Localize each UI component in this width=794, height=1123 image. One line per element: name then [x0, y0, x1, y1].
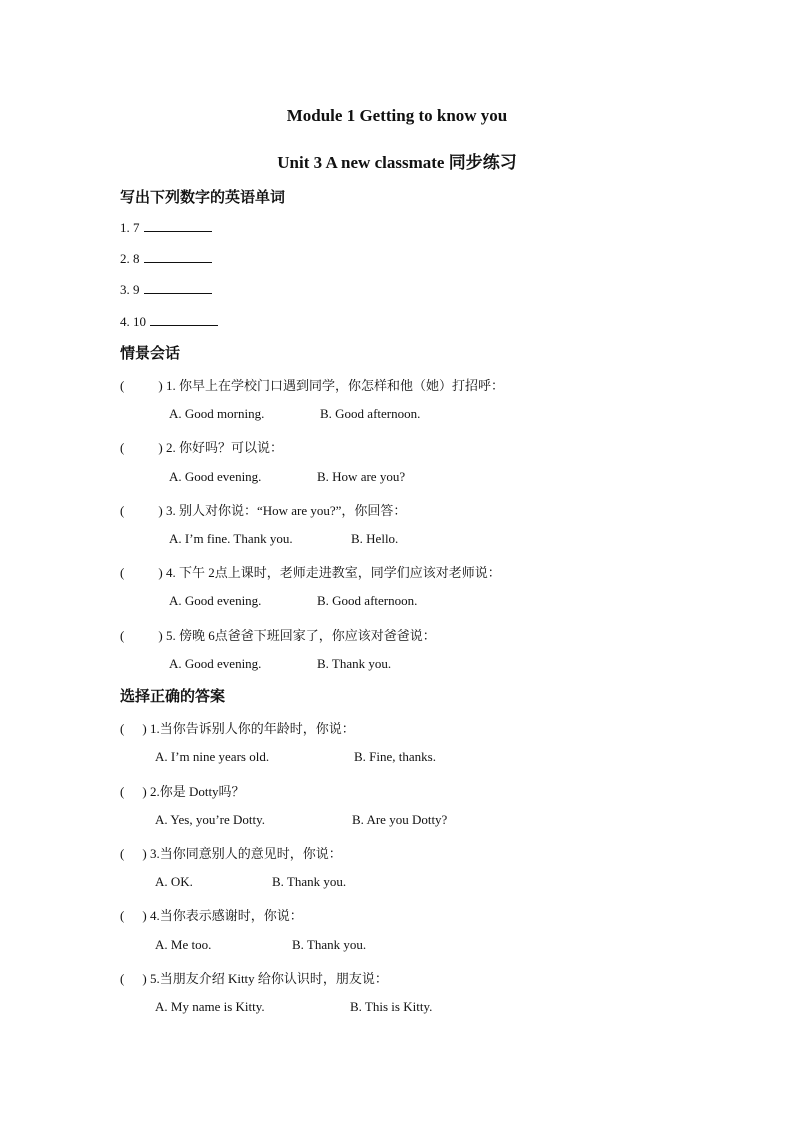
- option-b[interactable]: B. Thank you.: [317, 656, 392, 671]
- option-b[interactable]: B. Hello.: [351, 531, 399, 546]
- question-number: 5.: [149, 971, 160, 986]
- number-item-3: [120, 281, 212, 298]
- option-b[interactable]: B. Good afternoon.: [320, 406, 421, 421]
- answer-paren-open: (: [120, 503, 125, 518]
- number-item-2: [120, 250, 212, 267]
- option-a[interactable]: A. OK.: [155, 874, 193, 889]
- answer-paren-open: (: [120, 784, 125, 799]
- dialogue-question-4: [120, 562, 501, 581]
- number-item-label: 1. 7: [120, 220, 140, 235]
- answer-paren-close: ): [142, 846, 147, 861]
- answer-paren-close: ): [142, 784, 147, 799]
- option-b[interactable]: B. How are you?: [317, 469, 406, 484]
- question-text: 你好吗？可以说：: [178, 440, 283, 455]
- question-text: 别人对你说：“How are you?”，你回答：: [178, 503, 407, 518]
- question-text: 傍晚 6点爸爸下班回家了，你应该对爸爸说：: [178, 628, 436, 643]
- answer-paren-close: ): [158, 440, 163, 455]
- answer-paren-close: ): [142, 908, 147, 923]
- question-number: 1.: [149, 721, 160, 736]
- answer-paren-open: (: [120, 440, 125, 455]
- option-a[interactable]: A. My name is Kitty.: [155, 999, 265, 1014]
- option-b[interactable]: B. Are you Dotty?: [352, 812, 448, 827]
- question-number: 2.: [149, 784, 160, 799]
- option-a[interactable]: A. Good evening.: [169, 656, 262, 671]
- answer-paren-open: (: [120, 565, 125, 580]
- choice-question-2: [120, 781, 245, 800]
- option-b[interactable]: B. Thank you.: [292, 937, 367, 952]
- question-text: 当朋友介绍 Kitty 给你认识时，朋友说：: [159, 971, 388, 986]
- question-number: 1.: [165, 378, 176, 393]
- number-item-1: [120, 219, 212, 236]
- answer-paren-close: ): [158, 378, 163, 393]
- number-item-label: 4. 10: [120, 314, 146, 329]
- option-b[interactable]: B. Fine, thanks.: [354, 749, 436, 764]
- answer-paren-open: (: [120, 908, 125, 923]
- question-number: 5.: [165, 628, 176, 643]
- question-number: 3.: [165, 503, 176, 518]
- question-number: 4.: [165, 565, 176, 580]
- question-text: 你早上在学校门口遇到同学，你怎样和他（她）打招呼：: [178, 378, 504, 393]
- option-b[interactable]: B. This is Kitty.: [350, 999, 433, 1014]
- option-a[interactable]: A. Me too.: [155, 937, 212, 952]
- question-text: 你是 Dotty吗？: [159, 784, 245, 799]
- choice-question-4: [120, 905, 303, 924]
- question-text: 当你告诉别人你的年龄时，你说：: [159, 721, 355, 736]
- section1-heading: 写出下列数字的英语单词: [120, 188, 286, 206]
- question-number: 4.: [149, 908, 160, 923]
- option-b[interactable]: B. Thank you.: [272, 874, 347, 889]
- answer-paren-close: ): [158, 503, 163, 518]
- answer-paren-close: ): [158, 565, 163, 580]
- answer-blank[interactable]: [144, 250, 212, 263]
- number-item-4: [120, 313, 218, 330]
- answer-blank[interactable]: [144, 281, 212, 294]
- dialogue-question-5: [120, 625, 436, 644]
- question-text: 当你同意别人的意见时，你说：: [159, 846, 342, 861]
- answer-paren-open: (: [120, 721, 125, 736]
- choice-question-1: [120, 718, 355, 737]
- answer-paren-close: ): [158, 628, 163, 643]
- option-a[interactable]: A. Good evening.: [169, 469, 262, 484]
- choice-question-3: [120, 843, 342, 862]
- answer-paren-close: ): [142, 971, 147, 986]
- question-text: 下午 2点上课时，老师走进教室，同学们应该对老师说：: [178, 565, 501, 580]
- section2-heading: 情景会话: [120, 344, 181, 362]
- dialogue-question-3: [120, 500, 406, 519]
- option-a[interactable]: A. Yes, you’re Dotty.: [155, 812, 266, 827]
- answer-paren-open: (: [120, 378, 125, 393]
- choice-question-5: [120, 968, 388, 987]
- number-item-label: 2. 8: [120, 251, 140, 266]
- question-number: 2.: [165, 440, 176, 455]
- question-number: 3.: [149, 846, 160, 861]
- page-subtitle: Unit 3 A new classmate 同步练习: [277, 153, 517, 172]
- dialogue-question-2: [120, 437, 283, 456]
- option-a[interactable]: A. I’m nine years old.: [155, 749, 270, 764]
- answer-blank[interactable]: [150, 313, 218, 326]
- answer-paren-open: (: [120, 628, 125, 643]
- question-text: 当你表示感谢时，你说：: [159, 908, 303, 923]
- answer-paren-close: ): [142, 721, 147, 736]
- answer-paren-open: (: [120, 971, 125, 986]
- option-a[interactable]: A. I’m fine. Thank you.: [169, 531, 293, 546]
- dialogue-question-1: [120, 375, 504, 394]
- option-b[interactable]: B. Good afternoon.: [317, 593, 418, 608]
- number-item-label: 3. 9: [120, 282, 140, 297]
- answer-blank[interactable]: [144, 219, 212, 232]
- section3-heading: 选择正确的答案: [120, 687, 226, 705]
- option-a[interactable]: A. Good evening.: [169, 593, 262, 608]
- answer-paren-open: (: [120, 846, 125, 861]
- page-title: Module 1 Getting to know you: [286, 106, 508, 125]
- option-a[interactable]: A. Good morning.: [169, 406, 265, 421]
